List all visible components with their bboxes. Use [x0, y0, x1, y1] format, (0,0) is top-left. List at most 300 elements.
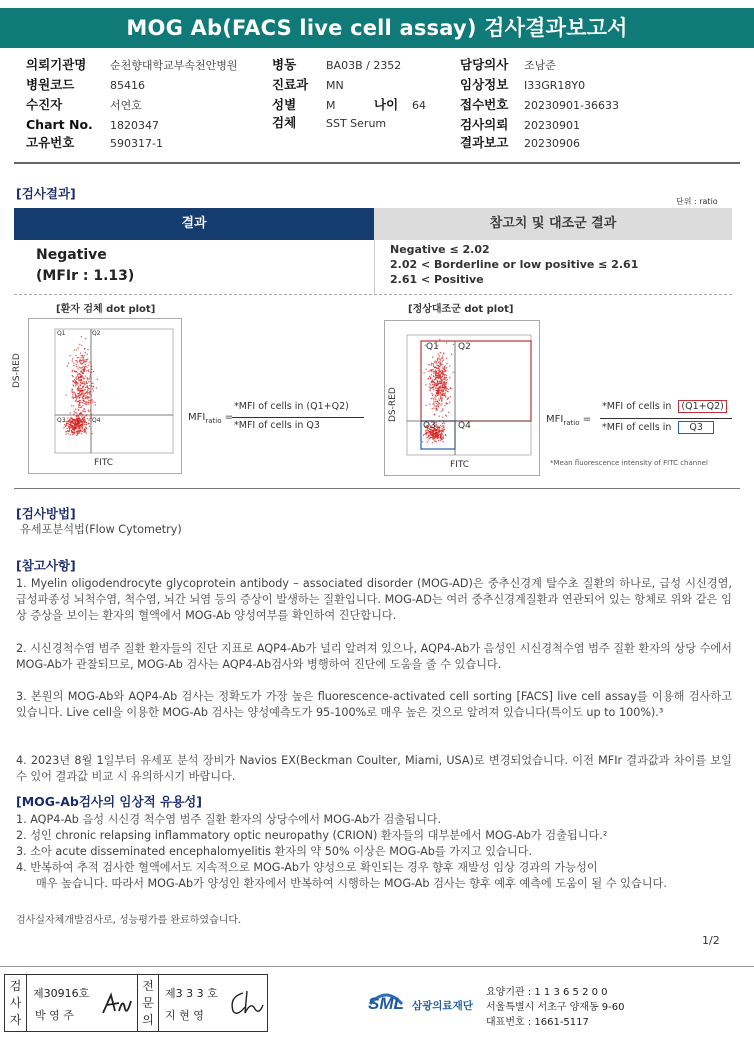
dot-plot-point [78, 347, 79, 348]
dot-plot-point [77, 368, 78, 369]
dot-plot-point [65, 425, 66, 426]
dot-plot-point [65, 394, 66, 395]
clinical-info-label: 임상정보 [460, 77, 509, 92]
dot-plot-point [431, 382, 432, 383]
dot-plot-point [79, 414, 80, 415]
dot-plot-point [77, 430, 78, 431]
dot-plot-point [432, 357, 433, 358]
dot-plot-point [81, 391, 82, 392]
age-label: 나이 [374, 97, 399, 112]
dot-plot-point [84, 424, 85, 425]
dot-plot-point [84, 361, 85, 362]
dot-plot-point [436, 392, 437, 393]
dot-plot-point [431, 371, 432, 372]
dot-plot-point [88, 371, 89, 372]
dot-plot-point [80, 430, 81, 431]
dot-plot-point [91, 413, 92, 414]
dot-plot-point [88, 365, 89, 366]
dot-plot-point [85, 398, 86, 399]
dot-plot-point [75, 397, 76, 398]
dot-plot-point [441, 437, 442, 438]
dot-plot-point [80, 376, 81, 377]
patient-mfi-text: MFI [188, 412, 206, 423]
patient-value: 서연호 [110, 99, 142, 112]
dot-plot-point [442, 367, 443, 368]
specialist-label-3: 의 [142, 1013, 154, 1027]
dot-plot-point [79, 400, 80, 401]
dot-plot-point [444, 370, 445, 371]
dot-plot-point [80, 363, 81, 364]
dot-plot-point [444, 394, 445, 395]
dot-plot-point [76, 423, 77, 424]
dot-plot-point [433, 366, 434, 367]
dot-plot-point [70, 424, 71, 425]
control-den-prefix: *MFI of cells in [602, 422, 672, 433]
dot-plot-point [73, 411, 74, 412]
method-heading: [검사방법] [16, 506, 76, 521]
dot-plot-point [78, 388, 79, 389]
dot-plot-point [67, 430, 68, 431]
dot-plot-point [438, 388, 439, 389]
result-value-main: Negative [36, 247, 107, 263]
dot-plot-point [75, 412, 76, 413]
patient-plot-xaxis: FITC [94, 458, 114, 468]
dot-plot-point [443, 390, 444, 391]
dot-plot-point [443, 427, 444, 428]
dot-plot-point [94, 402, 95, 403]
dot-plot-point [445, 434, 446, 435]
dot-plot-point [439, 416, 440, 417]
dot-plot-point [438, 428, 439, 429]
dot-plot-point [435, 388, 436, 389]
department-value: MN [326, 79, 344, 92]
dot-plot-point [429, 389, 430, 390]
dot-plot-point [442, 423, 443, 424]
dot-plot-point [441, 403, 442, 404]
dot-plot-point [427, 432, 428, 433]
dot-plot-point [85, 401, 86, 402]
note-4: 4. 2023년 8월 1일부터 유세포 분석 장비가 Navios EX(Beckman Coulter, Miami, USA)로 변경되었습니다. 이전 MFIr 결과값과 차이를 보일 수 있어 결과값 비교 시 유의하시기 바랍니다. [16, 754, 732, 783]
dot-plot-point [85, 404, 86, 405]
control-plot-xaxis: FITC [450, 460, 470, 470]
dot-plot-point [92, 399, 93, 400]
result-value-sub: (MFIr : 1.13) [36, 268, 135, 284]
patient-mfi-denominator: *MFI of cells in Q3 [234, 420, 320, 431]
dot-plot-point [447, 391, 448, 392]
tester-label-2: 사 [9, 996, 22, 1010]
dot-plot-point [440, 396, 441, 397]
dot-plot-point [438, 440, 439, 441]
patient-mfi-fraction-line [232, 417, 364, 418]
dot-plot-point [446, 367, 447, 368]
validation-note: 검사실자체개발검사로, 성능평가를 완료하였습니다. [16, 915, 242, 926]
dot-plot-point [78, 410, 79, 411]
dot-plot-point [436, 361, 437, 362]
dot-plot-point [84, 417, 85, 418]
report-date-label: 결과보고 [460, 135, 509, 150]
dot-plot-point [86, 361, 87, 362]
dot-plot-point [435, 375, 436, 376]
dot-plot-point [83, 381, 84, 382]
org-name: 삼광의료재단 [412, 1000, 473, 1012]
dot-plot-point [87, 379, 88, 380]
dot-plot-point [433, 440, 434, 441]
note-2: 2. 시신경척수염 범주 질환 환자들의 진단 지표로 AQP4-Ab가 널리 알려져 있으나, AQP4-Ab가 음성인 시신경척수염 범주 질환 환자의 상당 수에서 MOG-Ab가 관찰되므로, MOG-Ab 검사는 AQP4-Ab검사와 병행하여 진단에 도움을 줄 수 있습니다. [16, 642, 732, 671]
dot-plot-point [440, 365, 441, 366]
dot-plot-point [90, 374, 91, 375]
patient-plot-q3: Q3 [57, 417, 66, 424]
dot-plot-point [69, 428, 70, 429]
dot-plot-point [445, 392, 446, 393]
dot-plot-point [80, 367, 81, 368]
dot-plot-point [65, 431, 66, 432]
dot-plot-point [86, 422, 87, 423]
dot-plot-point [77, 362, 78, 363]
dot-plot-point [433, 387, 434, 388]
dot-plot-point [90, 372, 91, 373]
dot-plot-point [78, 380, 79, 381]
dot-plot-point [77, 388, 78, 389]
dot-plot-point [72, 361, 73, 362]
specialist-label-2: 문 [142, 996, 154, 1010]
tester-label-3: 자 [9, 1013, 22, 1027]
dot-plot-point [438, 403, 439, 404]
dot-plot-point [84, 384, 85, 385]
dot-plot-point [80, 384, 81, 385]
specialist-vertical-label [137, 975, 159, 1031]
hospital-value: 순천향대학교부속천안병원 [110, 59, 238, 72]
dot-plot-point [425, 405, 426, 406]
dot-plot-point [75, 419, 76, 420]
dot-plot-point [432, 379, 433, 380]
dot-plot-point [435, 363, 436, 364]
dot-plot-point [82, 431, 83, 432]
patient-mfi-eq: = [224, 412, 234, 423]
specialist-name: 지 현 영 [165, 1009, 204, 1022]
dot-plot-point [435, 395, 436, 396]
dot-plot-point [86, 392, 87, 393]
dot-plot-point [436, 432, 437, 433]
dot-plot-point [79, 426, 80, 427]
dot-plot-point [65, 433, 66, 434]
dot-plot-point [67, 365, 68, 366]
dot-plot-point [445, 384, 446, 385]
dot-plot-point [87, 390, 88, 391]
dot-plot-point [87, 418, 88, 419]
control-mfi-text: MFI [546, 414, 564, 425]
control-mfi-denominator [602, 421, 714, 434]
dot-plot-point [435, 369, 436, 370]
dot-plot-point [68, 426, 69, 427]
dot-plot-point [443, 352, 444, 353]
dot-plot-point [440, 404, 441, 405]
dot-plot-point [79, 360, 80, 361]
dot-plot-point [82, 396, 83, 397]
dot-plot-point [77, 357, 78, 358]
dot-plot-point [88, 404, 89, 405]
control-mfi-eq: = [582, 414, 592, 425]
dot-plot-point [447, 379, 448, 380]
dot-plot-point [75, 360, 76, 361]
dot-plot-point [76, 419, 77, 420]
dot-plot-point [73, 427, 74, 428]
control-mfi-sub: ratio [563, 419, 580, 427]
clinical-info-value: I33GR18Y0 [524, 79, 586, 92]
dot-plot-point [436, 403, 437, 404]
dot-plot-point [451, 354, 452, 355]
dot-plot-point [88, 369, 89, 370]
dot-plot-point [81, 388, 82, 389]
dot-plot-point [83, 409, 84, 410]
dot-plot-point [76, 383, 77, 384]
dot-plot-point [431, 435, 432, 436]
dot-plot-point [86, 415, 87, 416]
dot-plot-point [70, 420, 71, 421]
control-num-prefix: *MFI of cells in [602, 401, 672, 412]
dot-plot-point [91, 371, 92, 372]
dot-plot-point [74, 382, 75, 383]
dot-plot-point [71, 390, 72, 391]
dot-plot-point [79, 373, 80, 374]
dot-plot-point [70, 418, 71, 419]
result-table-vdivider [374, 240, 375, 294]
dot-plot-point [434, 414, 435, 415]
dot-plot-point [89, 362, 90, 363]
dot-plot-point [437, 359, 438, 360]
dot-plot-point [442, 408, 443, 409]
dot-plot-point [67, 421, 68, 422]
dot-plot-point [433, 381, 434, 382]
specimen-value: SST Serum [326, 117, 387, 130]
dot-plot-point [432, 363, 433, 364]
dot-plot-point [73, 397, 74, 398]
dot-plot-point [443, 374, 444, 375]
dot-plot-point [82, 421, 83, 422]
dot-plot-point [83, 357, 84, 358]
unique-no-value: 590317-1 [110, 137, 163, 150]
report-title: MOG Ab(FACS live cell assay) 검사결과보고서 [0, 8, 754, 48]
dot-plot-point [68, 433, 69, 434]
control-plot-yaxis: DS-RED [388, 387, 398, 422]
dot-plot-point [82, 391, 83, 392]
dot-plot-point [78, 377, 79, 378]
dot-plot-point [79, 419, 80, 420]
dot-plot-point [81, 394, 82, 395]
dot-plot-point [90, 378, 91, 379]
dot-plot-point [80, 371, 81, 372]
result-column-header: 결과 [14, 208, 374, 240]
patient-mfi-sub: ratio [205, 417, 222, 425]
dot-plot-point [442, 355, 443, 356]
dot-plot-point [446, 387, 447, 388]
dot-plot-point [86, 381, 87, 382]
dot-plot-point [423, 372, 424, 373]
patient-plot-q4: Q4 [92, 417, 101, 424]
dot-plot-point [92, 388, 93, 389]
dot-plot-point [446, 363, 447, 364]
dot-plot-point [80, 382, 81, 383]
dot-plot-point [87, 389, 88, 390]
dot-plot-point [68, 421, 69, 422]
dot-plot-point [444, 366, 445, 367]
footer-divider [0, 966, 754, 967]
dot-plot-point [71, 430, 72, 431]
note-1: 1. Myelin oligodendrocyte glycoprotein antibody – associated disorder (MOG-AD)은 중추신경계 탈수초 질환의 하나로, 급성 시신경염, 급성파종성 뇌척수염, 척수염, 뇌간 뇌염 등의 증상이 발생하는 질환입니다. MOG-AD는 여러 중추신경계질환과 연관되어 있는 항체로 위와 같은 임상 증상을 보이는 환자의 혈액에서 MOG-Ab 양성여부를 확인하여 진단합니다. [16, 577, 732, 622]
dot-plot-point [433, 364, 434, 365]
dot-plot-point [86, 401, 87, 402]
dot-plot-point [90, 366, 91, 367]
dot-plot-point [442, 379, 443, 380]
dot-plot-point [443, 428, 444, 429]
dot-plot-point [83, 370, 84, 371]
doctor-label: 담당의사 [460, 57, 509, 72]
dot-plot-point [73, 363, 74, 364]
dot-plot-point [80, 414, 81, 415]
receipt-no-value: 20230901-36633 [524, 99, 619, 112]
ward-value: BA03B / 2352 [326, 59, 402, 72]
dot-plot-point [77, 375, 78, 376]
dot-plot-point [443, 437, 444, 438]
utility-item-4: 4. 반복하여 추적 검사한 혈액에서도 지속적으로 MOG-Ab가 양성으로 확인되는 경우 향후 재발성 임상 경과의 가능성이 [16, 861, 598, 874]
dot-plot-point [83, 355, 84, 356]
dot-plot-point [446, 377, 447, 378]
dot-plot-point [68, 363, 69, 364]
dot-plot-point [70, 417, 71, 418]
dot-plot-point [74, 393, 75, 394]
dot-plot-point [82, 363, 83, 364]
org-address: 서울특별시 서초구 양재동 9-60 [486, 1002, 625, 1013]
dot-plot-point [73, 398, 74, 399]
dot-plot-point [89, 426, 90, 427]
dot-plot-point [83, 359, 84, 360]
dot-plot-point [91, 369, 92, 370]
dot-plot-point [80, 353, 81, 354]
dot-plot-point [441, 439, 442, 440]
dot-plot-point [433, 373, 434, 374]
dot-plot-point [438, 362, 439, 363]
dot-plot-point [80, 424, 81, 425]
dot-plot-point [95, 404, 96, 405]
dot-plot-point [442, 431, 443, 432]
dot-plot-point [438, 368, 439, 369]
dot-plot-point [446, 342, 447, 343]
dot-plot-point [75, 355, 76, 356]
patient-mfi-label [188, 412, 233, 425]
dot-plot-point [439, 386, 440, 387]
dot-plot-point [447, 399, 448, 400]
header-divider [14, 162, 740, 164]
dot-plot-point [66, 425, 67, 426]
dot-plot-point [422, 441, 423, 442]
patient-mfi-numerator: *MFI of cells in (Q1+Q2) [234, 401, 349, 412]
dot-plot-point [97, 379, 98, 380]
result-table-divider [14, 294, 732, 295]
dot-plot-point [451, 388, 452, 389]
dot-plot-point [93, 371, 94, 372]
fitc-footnote: *Mean fluorescence intensity of FITC channel [550, 459, 708, 467]
dot-plot-point [88, 396, 89, 397]
dot-plot-point [439, 383, 440, 384]
dot-plot-point [84, 359, 85, 360]
dot-plot-point [453, 344, 454, 345]
dot-plot-point [436, 390, 437, 391]
dot-plot-point [448, 412, 449, 413]
dot-plot-point [89, 391, 90, 392]
result-divider [14, 488, 740, 489]
dot-plot-point [76, 398, 77, 399]
dot-plot-point [91, 433, 92, 434]
dot-plot-point [432, 442, 433, 443]
dot-plot-point [76, 381, 77, 382]
dot-plot-point [444, 405, 445, 406]
dot-plot-point [88, 381, 89, 382]
dot-plot-point [78, 407, 79, 408]
dot-plot-point [73, 432, 74, 433]
dot-plot-point [76, 366, 77, 367]
dot-plot-point [433, 376, 434, 377]
dot-plot-point [83, 400, 84, 401]
report-date-value: 20230906 [524, 137, 580, 150]
dot-plot-point [88, 411, 89, 412]
dot-plot-point [66, 428, 67, 429]
dot-plot-point [426, 434, 427, 435]
dot-plot-point [438, 398, 439, 399]
dot-plot-point [434, 390, 435, 391]
dot-plot-point [76, 418, 77, 419]
dot-plot-point [425, 433, 426, 434]
dot-plot-point [428, 371, 429, 372]
utility-heading: [MOG-Ab검사의 임상적 유용성] [16, 794, 202, 809]
control-plot-q1: Q1 [426, 342, 439, 352]
dot-plot-point [440, 437, 441, 438]
dot-plot-point [85, 364, 86, 365]
dot-plot-point [435, 372, 436, 373]
dot-plot-point [87, 393, 88, 394]
dot-plot-point [438, 372, 439, 373]
dot-plot-point [74, 349, 75, 350]
hospital-code-value: 85416 [110, 79, 145, 92]
dot-plot-point [434, 397, 435, 398]
dot-plot-point [76, 416, 77, 417]
dot-plot-point [83, 411, 84, 412]
dot-plot-point [441, 372, 442, 373]
dot-plot-point [437, 402, 438, 403]
dot-plot-point [439, 420, 440, 421]
dot-plot-point [83, 431, 84, 432]
control-plot-q2: Q2 [458, 342, 471, 352]
dot-plot-point [81, 376, 82, 377]
dot-plot-point [81, 426, 82, 427]
dot-plot-point [450, 396, 451, 397]
dot-plot-point [432, 408, 433, 409]
dot-plot-point [440, 425, 441, 426]
hospital-label: 의뢰기관명 [26, 57, 87, 72]
dot-plot-point [440, 385, 441, 386]
dot-plot-point [80, 357, 81, 358]
dot-plot-point [449, 365, 450, 366]
dot-plot-point [432, 384, 433, 385]
tester-label-1: 검 [9, 979, 22, 993]
dot-plot-point [71, 431, 72, 432]
dot-plot-point [77, 415, 78, 416]
control-num-box: (Q1+Q2) [678, 400, 726, 413]
dot-plot-point [82, 405, 83, 406]
dot-plot-point [436, 438, 437, 439]
dot-plot-point [89, 378, 90, 379]
dot-plot-point [77, 374, 78, 375]
dot-plot-point [93, 386, 94, 387]
dot-plot-point [72, 381, 73, 382]
